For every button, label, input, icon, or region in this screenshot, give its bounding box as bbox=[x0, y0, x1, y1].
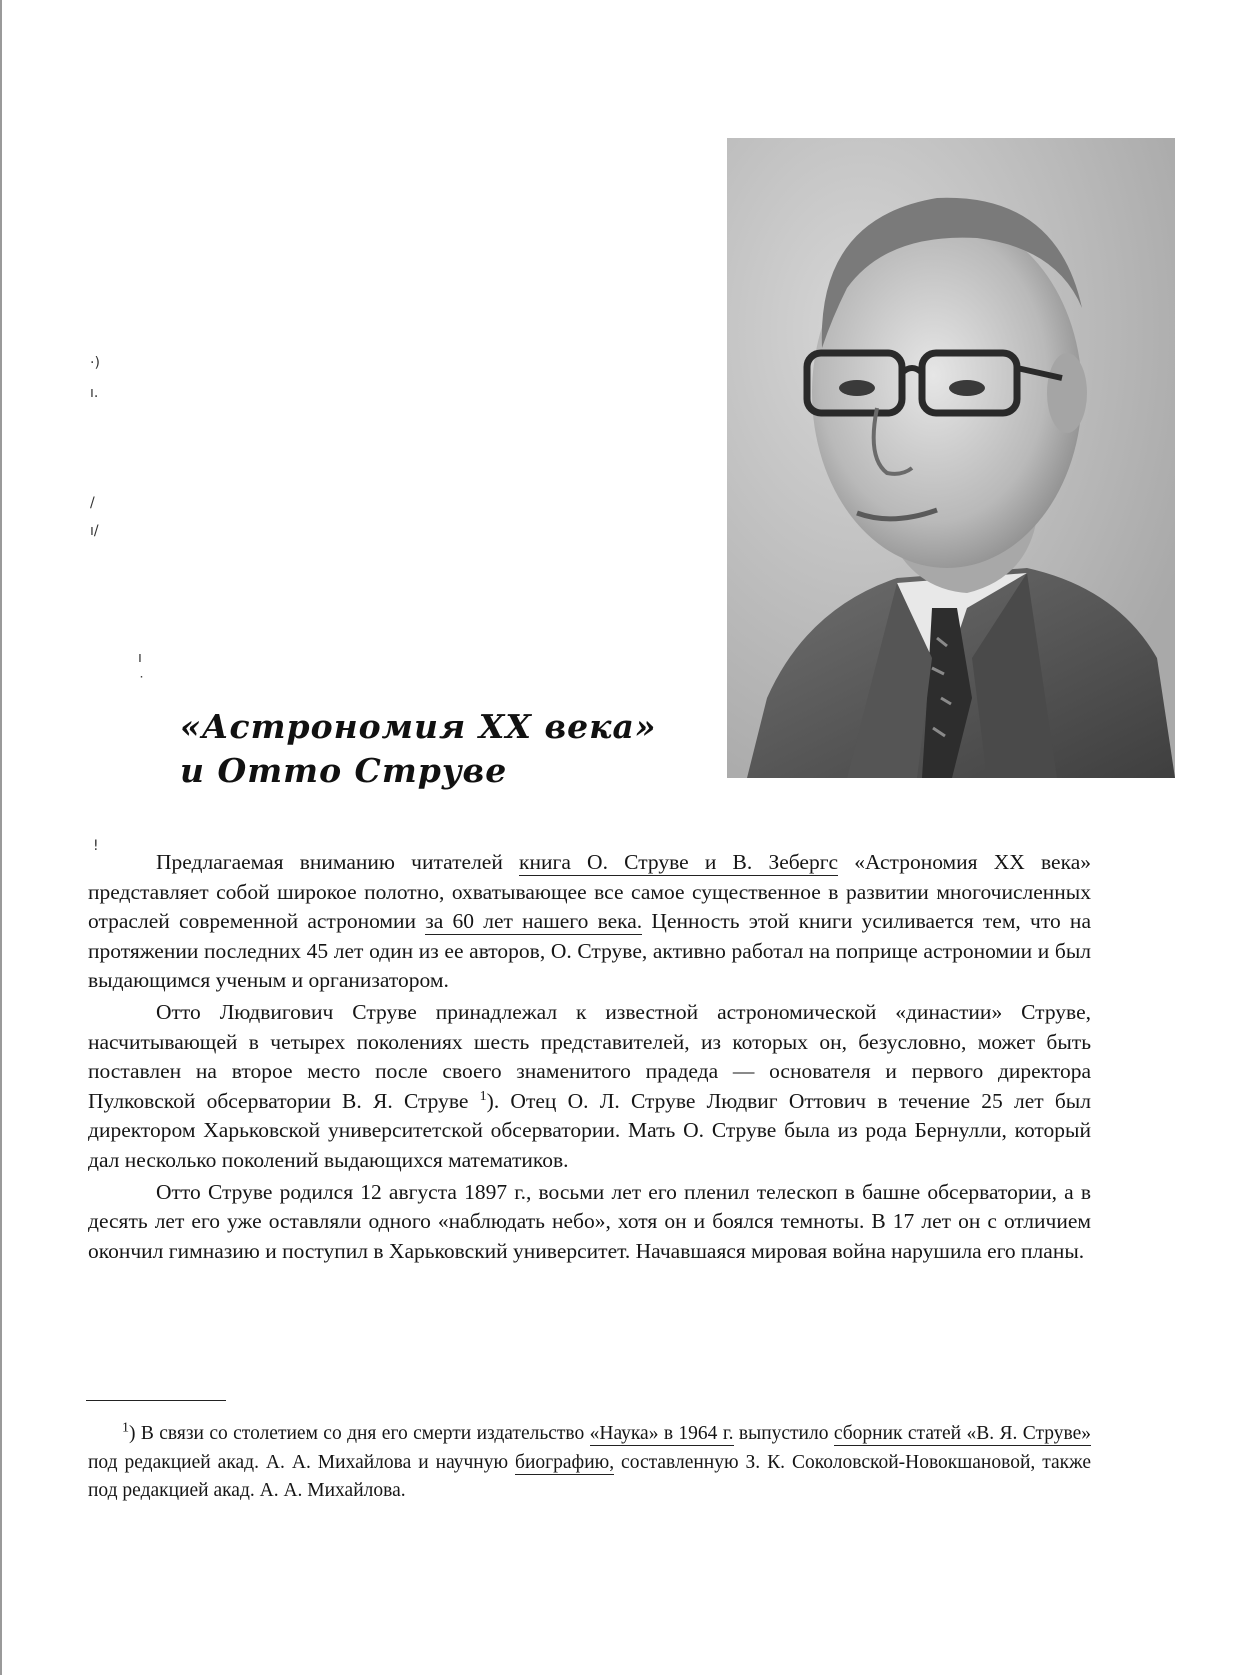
footnote-divider bbox=[86, 1400, 226, 1401]
margin-mark: ı bbox=[138, 650, 142, 666]
title-line-2: и Отто Струве bbox=[180, 751, 508, 790]
underlined-phrase: книга О. Струве и В. Зебергс bbox=[519, 850, 839, 874]
text-run: ). Отец О. Л. Струве Людвиг Оттович в течение 25 лет был директором Харьковской университетской обсерватории. Мать О. Струве была из рода Бернулли, который дал несколько поколений выдающихся математиков. bbox=[88, 1088, 1091, 1172]
text-run: «Астрономия XX века» представляет собой широкое полотно, охватывающее все самое существенное в развитии многочисленных отраслей современной астрономии bbox=[88, 850, 1091, 934]
margin-marks bbox=[90, 355, 145, 855]
underlined-phrase: биографию, bbox=[515, 1451, 615, 1473]
article-title bbox=[180, 705, 700, 793]
footnote-ref[interactable]: 1 bbox=[479, 1088, 487, 1104]
text-run: Отто Людвигович Струве принадлежал к известной астрономической «династии» Струве, насчитывающей в четырех поколениях шесть представителей, из которых он, безусловно, может быть поставлен на второе место после своего знаменитого прадеда — основателя и первого директора Пулковской обсерватории В. Я. Струве bbox=[88, 999, 1091, 1113]
margin-mark: / bbox=[90, 495, 95, 511]
paragraph-3 bbox=[88, 1178, 1091, 1267]
text-run: Отто Струве родился 12 августа 1897 г., восьми лет его пленил телескоп в башне обсерватории, а в десять лет его уже оставляли одного «наблюдать небо», хотя он и боялся темноты. В 17 лет он с отличием окончил гимназию и поступил в Харьковский университет. Начавшаяся мировая война нарушила его планы. bbox=[88, 1179, 1091, 1263]
margin-mark: ! bbox=[93, 838, 99, 854]
margin-mark: ·) bbox=[90, 355, 100, 371]
text-run: Ценность этой книги усиливается тем, что на протяжении последних 45 лет один из ее авторов, О. Струве, активно работал на поприще астрономии и был выдающимся ученым и организатором. bbox=[88, 909, 1091, 993]
title-line-1: «Астрономия XX века» bbox=[180, 707, 657, 746]
margin-mark: ı/ bbox=[90, 523, 99, 539]
underlined-phrase: «Наука» в 1964 г. bbox=[589, 1423, 734, 1444]
portrait-photo bbox=[727, 138, 1175, 778]
footnote-mark: 1 bbox=[122, 1420, 129, 1436]
paragraph-2 bbox=[88, 998, 1091, 1176]
portrait-illustration bbox=[727, 138, 1175, 778]
page-edge bbox=[0, 0, 2, 1675]
paragraph-1 bbox=[88, 848, 1091, 996]
text-run: под редакцией акад. А. А. Михайлова и научную bbox=[88, 1451, 516, 1473]
text-run: ) В связи со столетием со дня его смерти издательство bbox=[129, 1423, 590, 1444]
article-body bbox=[88, 848, 1091, 1268]
underlined-phrase: за 60 лет нашего века. bbox=[425, 909, 643, 934]
footnote bbox=[88, 1420, 1091, 1506]
text-run: составленную З. К. Соколовской-Новокшановой, также под редакцией акад. А. А. Михайлова. bbox=[88, 1451, 1091, 1501]
text-run: выпустило bbox=[733, 1423, 834, 1444]
footnote-text bbox=[88, 1420, 1091, 1506]
underlined-phrase: сборник статей «В. Я. Струве» bbox=[833, 1423, 1091, 1444]
margin-mark: ˙ bbox=[138, 675, 145, 691]
text-run: Предлагаемая вниманию читателей bbox=[156, 850, 520, 874]
margin-mark: ı. bbox=[90, 385, 99, 401]
